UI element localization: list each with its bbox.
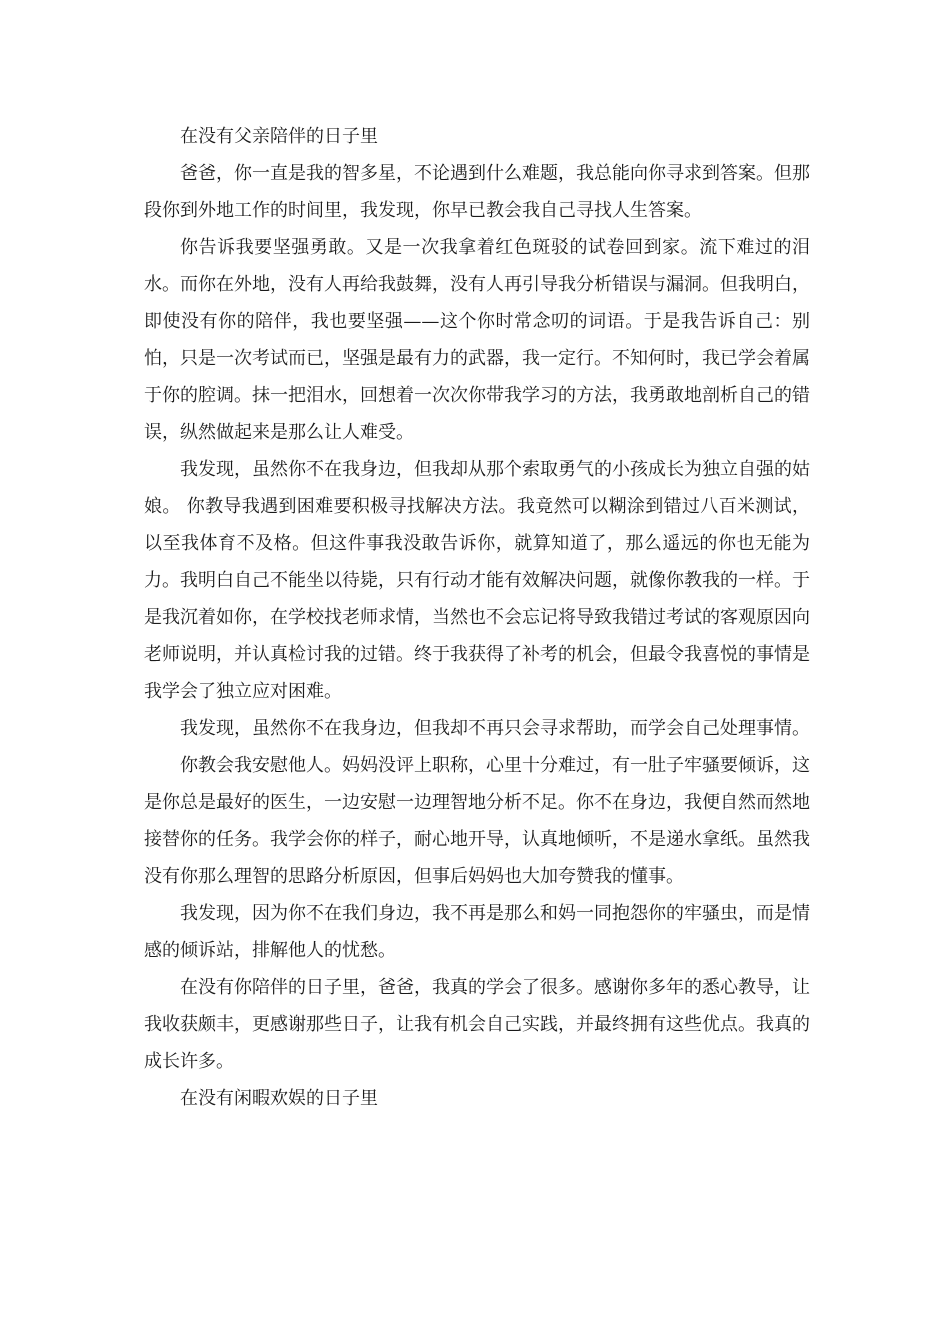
paragraph: 我发现，虽然你不在我身边，但我却从那个索取勇气的小孩成长为独立自强的姑娘。 你教导我遇到困难要积极寻找解决方法。我竟然可以糊涂到错过八百米测试，以至我体育不及格。但这件事我没敢告诉你，就算知道了，那么遥远的你也无能为力。我明白自己不能坐以待毙，只有行动才能有效解决问题，就像你教我的一样。于是我沉着如你，在学校找老师求情，当然也不会忘记将导致我错过考试的客观原因向老师说明，并认真检讨我的过错。终于我获得了补考的机会，但最令我喜悦的事情是我学会了独立应对困难。 [144, 459, 810, 702]
paragraph-title-2: 在没有闲暇欢娱的日子里 [180, 1088, 378, 1109]
paragraph: 在没有你陪伴的日子里，爸爸，我真的学会了很多。感谢你多年的悉心教导，让我收获颇丰，更感谢那些日子，让我有机会自己实践，并最终拥有这些优点。我真的成长许多。 [144, 977, 810, 1072]
paragraph: 爸爸，你一直是我的智多星，不论遇到什么难题，我总能向你寻求到答案。但那段你到外地工作的时间里，我发现，你早已教会我自己寻找人生答案。 [144, 163, 810, 221]
paragraph: 我发现，因为你不在我们身边，我不再是那么和妈一同抱怨你的牢骚虫，而是情感的倾诉站，排解他人的忧愁。 [144, 903, 810, 961]
paragraph: 我发现，虽然你不在我身边，但我却不再只会寻求帮助，而学会自己处理事情。 [180, 718, 810, 739]
paragraph-title-1: 在没有父亲陪伴的日子里 [180, 126, 378, 147]
paragraph: 你教会我安慰他人。妈妈没评上职称，心里十分难过，有一肚子牢骚要倾诉，这是你总是最好的医生，一边安慰一边理智地分析不足。你不在身边，我便自然而然地接替你的任务。我学会你的样子，耐心地开导，认真地倾听，不是递水拿纸。虽然我没有你那么理智的思路分析原因，但事后妈妈也大加夸赞我的懂事。 [144, 755, 810, 887]
document-body [144, 118, 810, 1117]
paragraph: 你告诉我要坚强勇敢。又是一次我拿着红色斑驳的试卷回到家。流下难过的泪水。而你在外地，没有人再给我鼓舞，没有人再引导我分析错误与漏洞。但我明白，即使没有你的陪伴，我也要坚强——这个你时常念叨的词语。于是我告诉自己：别怕，只是一次考试而已，坚强是最有力的武器，我一定行。不知何时，我已学会着属于你的腔调。抹一把泪水，回想着一次次你带我学习的方法，我勇敢地剖析自己的错误，纵然做起来是那么让人难受。 [144, 237, 810, 443]
